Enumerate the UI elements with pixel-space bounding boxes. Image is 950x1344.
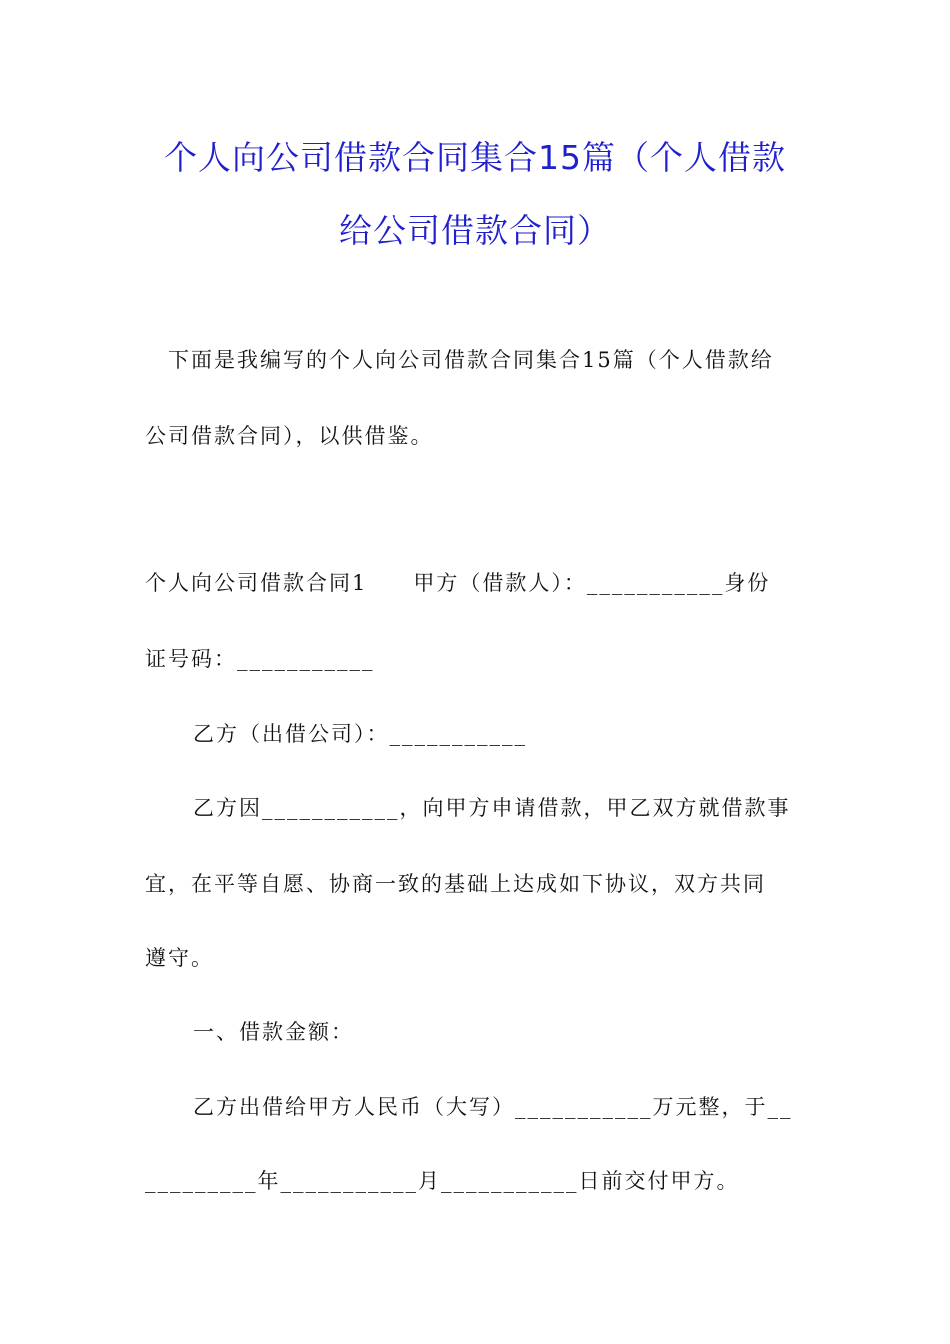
amount-line-2: _________年___________月___________日前交付甲方。: [145, 1169, 740, 1193]
id-number-line: 证号码：___________: [145, 647, 375, 671]
party-b-line: 乙方（出借公司）：___________: [193, 722, 527, 746]
document-title-line-2: 给公司借款合同）: [339, 211, 611, 250]
reason-line-1: 乙方因___________，向甲方申请借款，甲乙双方就借款事: [193, 796, 791, 820]
intro-line-2: 公司借款合同），以供借鉴。: [145, 424, 434, 448]
reason-line-2: 宜，在平等自愿、协商一致的基础上达成如下协议，双方共同: [145, 872, 766, 896]
contract-header-line: 个人向公司借款合同1 甲方（借款人）：___________身份: [145, 571, 771, 595]
document-title-line-1: 个人向公司借款合同集合15篇（个人借款: [164, 138, 786, 177]
intro-line-1: 下面是我编写的个人向公司借款合同集合15篇（个人借款给: [168, 348, 774, 372]
amount-line-1: 乙方出借给甲方人民币（大写）___________万元整，于__: [193, 1095, 793, 1119]
section-heading-amount: 一、借款金额：: [193, 1020, 354, 1044]
reason-line-3: 遵守。: [145, 946, 214, 970]
